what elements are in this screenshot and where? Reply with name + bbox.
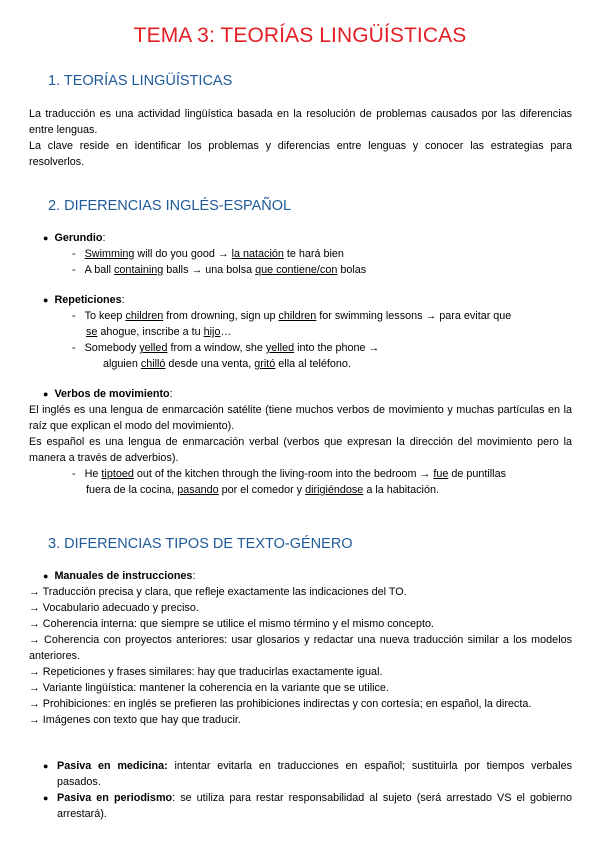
verbos-example-cont: fuera de la cocina, pasando por el comedor y dirigiéndose a la habitación. [86,484,439,496]
bullet-icon: ● [43,793,49,803]
verbos-paragraph-2: Es español es una lengua de enmarcación verbal (verbos que expresan la dirección del movimiento pero la manera a través de adverbios). [29,436,572,464]
bullet-icon: ● [43,389,49,399]
gerundio-example-1: - Swimming will do you good → la natación te hará bien [72,248,344,260]
verbos-paragraph-1: El inglés es una lengua de enmarcación satélite (tiene muchos verbos de movimiento y muchas partículas en la raíz que explican el modo del movimiento). [29,404,572,432]
arrow-item: → Repeticiones y frases similares: hay que traducirlas exactamente igual. [29,666,383,678]
arrow-item: → Vocabulario adecuado y preciso. [29,602,199,614]
arrow-item: → Variante lingüística: mantener la coherencia en la variante que se utilice. [29,682,389,694]
medicina-item: ● Pasiva en medicina: intentar evitarla en traducciones en español; sustituirla por tiempos verbales pasados. [43,760,572,788]
verbos-label: Verbos de movimiento [54,388,170,400]
verbos-item: ● Verbos de movimiento: [43,388,173,400]
manuales-label: Manuales de instrucciones [54,570,193,582]
repeticiones-example-2: - Somebody yelled from a window, she yelled into the phone → [72,342,380,354]
section-3-heading: 3. DIFERENCIAS TIPOS DE TEXTO-GÉNERO [48,536,353,552]
arrow-item: → Coherencia con proyectos anteriores: usar glosarios y redactar una nueva traducción similar a los modelos anteriores. [29,634,572,662]
gerundio-item: ● Gerundio: [43,232,106,244]
gerundio-example-2: - A ball containing balls → una bolsa que contiene/con bolas [72,264,367,276]
verbos-example: - He tiptoed out of the kitchen through the living-room into the bedroom → fue de puntillas [72,468,506,480]
bullet-icon: ● [43,571,49,581]
periodismo-item: ● Pasiva en periodismo: se utiliza para restar responsabilidad al sujeto (será arrestado VS el gobierno arrestará). [43,792,572,820]
repeticiones-example-1: - To keep children from drowning, sign up children for swimming lessons → para evitar que [72,310,512,322]
section-1-paragraph-1: La traducción es una actividad lingüística basada en la resolución de problemas causados por las diferencias entre lenguas. [29,108,572,136]
section-1-heading: 1. TEORÍAS LINGÜÍSTICAS [48,73,233,89]
arrow-item: → Prohibiciones: en inglés se prefieren las prohibiciones indirectas y con cortesía; en español, la directa. [29,698,532,710]
section-1-paragraph-2: La clave reside en identificar los problemas y diferencias entre lenguas y conocer las estrategias para resolverlos. [29,140,572,168]
arrow-item: → Coherencia interna: que siempre se utilice el mismo término y el mismo concepto. [29,618,435,630]
arrow-item: → Traducción precisa y clara, que refleje exactamente las indicaciones del TO. [29,586,407,598]
bullet-icon: ● [43,761,49,771]
repeticiones-label: Repeticiones [54,294,122,306]
manuales-arrow-list [29,584,572,728]
page-title: TEMA 3: TEORÍAS LINGÜÍSTICAS [133,24,467,47]
manuales-item: ● Manuales de instrucciones: [43,570,196,582]
bullet-icon: ● [43,233,49,243]
repeticiones-item: ● Repeticiones: [43,294,125,306]
section-2-heading: 2. DIFERENCIAS INGLÉS-ESPAÑOL [48,198,292,214]
arrow-item: → Imágenes con texto que hay que traducir. [29,714,241,726]
bullet-icon: ● [43,295,49,305]
repeticiones-example-2-cont: alguien chilló desde una venta, gritó ella al teléfono. [103,358,351,370]
gerundio-label: Gerundio [54,232,103,244]
repeticiones-example-1-cont: se ahogue, inscribe a tu hijo… [86,326,232,338]
